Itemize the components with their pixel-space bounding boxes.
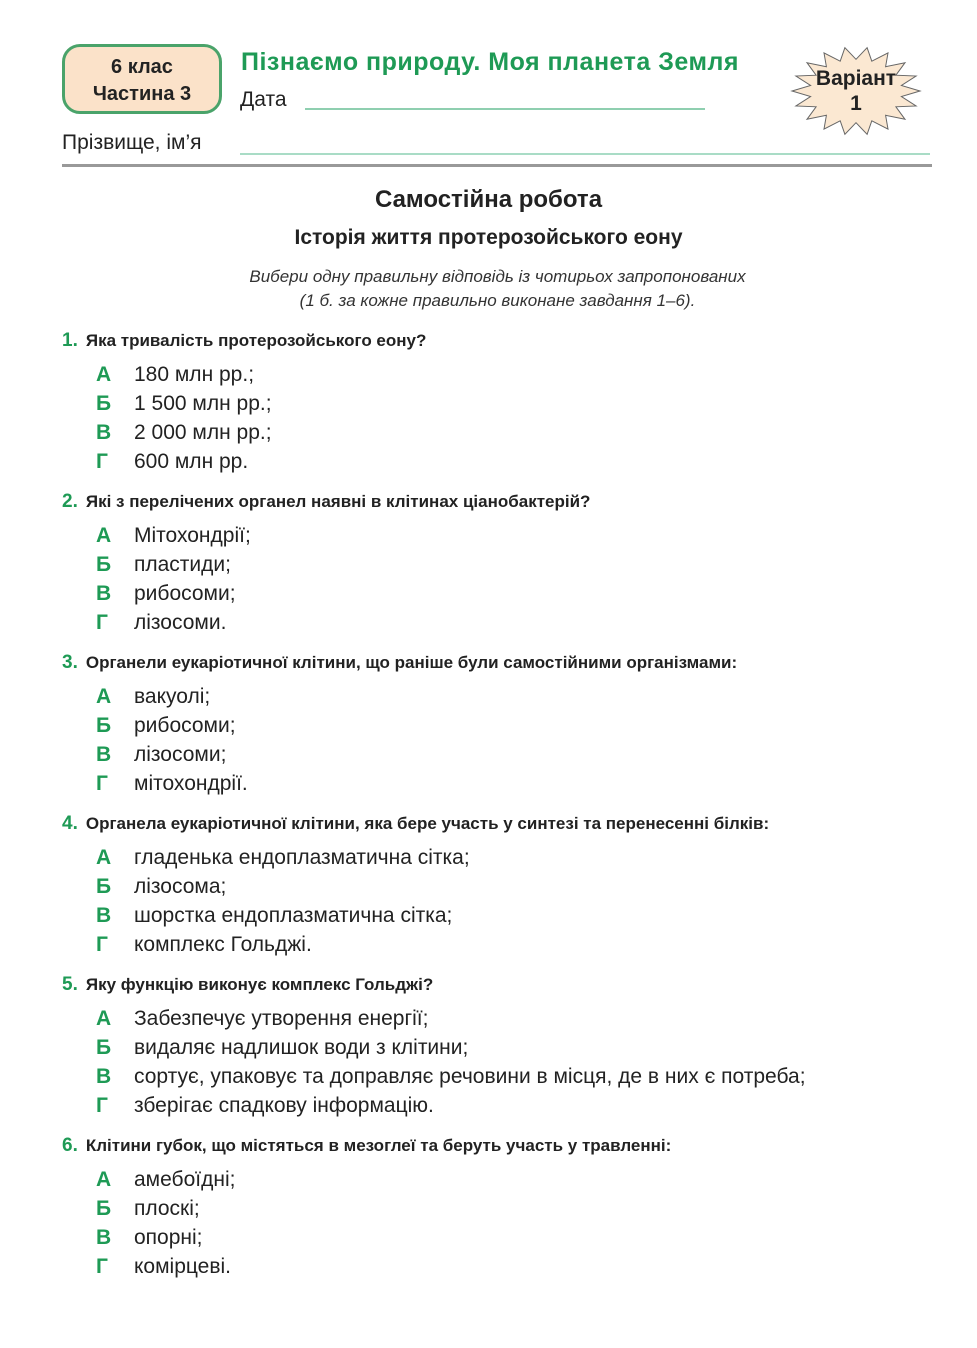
variant-badge xyxy=(790,46,922,136)
option-letter: А xyxy=(96,1168,112,1191)
instructions xyxy=(0,265,977,313)
option-letter: Б xyxy=(96,553,112,576)
option-text: комірцеві. xyxy=(134,1255,232,1278)
option-letter: Б xyxy=(96,714,112,737)
answer-option[interactable] xyxy=(96,521,590,550)
question-prompt: Які з перелічених органел наявні в клітинах ціанобактерій? xyxy=(85,492,591,511)
answer-option[interactable] xyxy=(96,740,737,769)
variant-label: Варіант xyxy=(815,67,897,90)
grade-badge xyxy=(62,44,222,114)
question-number: 1. xyxy=(62,330,78,351)
answer-option[interactable] xyxy=(96,1223,671,1252)
answer-option[interactable] xyxy=(96,711,737,740)
instruction-line: (1 б. за кожне правильно виконане завдання 1–6). xyxy=(299,291,696,310)
option-text: 2 000 млн рр.; xyxy=(134,421,272,444)
question xyxy=(62,330,426,476)
option-letter: Г xyxy=(96,1255,108,1278)
option-text: Мітохондрії; xyxy=(134,524,251,547)
question-number: 6. xyxy=(62,1135,78,1156)
option-text: лізосома; xyxy=(134,875,227,898)
answer-option[interactable] xyxy=(96,1033,806,1062)
question-prompt: Органели еукаріотичної клітини, що раніше були самостійними організмами: xyxy=(85,653,738,672)
option-letter: А xyxy=(96,524,112,547)
question xyxy=(62,652,737,798)
option-text: 180 млн рр.; xyxy=(134,363,255,386)
option-text: 600 млн рр. xyxy=(134,450,249,473)
option-letter: Г xyxy=(96,611,108,634)
option-letter: Г xyxy=(96,1094,108,1117)
question-text xyxy=(62,974,806,1004)
variant-number: 1 xyxy=(850,92,862,115)
answer-option[interactable] xyxy=(96,682,737,711)
question-text xyxy=(62,330,426,360)
answer-option[interactable] xyxy=(96,1091,806,1120)
answer-option[interactable] xyxy=(96,447,426,476)
answer-option[interactable] xyxy=(96,360,426,389)
date-label: Дата xyxy=(240,88,287,111)
option-letter: Г xyxy=(96,772,108,795)
option-text: рибосоми; xyxy=(134,582,236,605)
instruction-line: Вибери одну правильну відповідь із чотирьох запропонованих xyxy=(249,267,746,286)
page-subtitle: Історія життя протерозойського еону xyxy=(294,226,683,249)
option-text: видаляє надлишок води з клітини; xyxy=(134,1036,469,1059)
option-letter: А xyxy=(96,1007,112,1030)
option-text: шорстка ендоплазматична сітка; xyxy=(134,904,453,927)
option-text: зберігає спадкову інформацію. xyxy=(134,1094,434,1117)
option-text: лізосоми; xyxy=(134,743,227,766)
answer-option[interactable] xyxy=(96,843,769,872)
option-letter: Б xyxy=(96,392,112,415)
option-text: пластиди; xyxy=(134,553,231,576)
question-text xyxy=(62,1135,671,1165)
question-text xyxy=(62,813,769,843)
date-field[interactable] xyxy=(305,108,705,110)
option-letter: Г xyxy=(96,933,108,956)
option-text: опорні; xyxy=(134,1226,203,1249)
option-letter: В xyxy=(96,743,112,766)
answer-option[interactable] xyxy=(96,550,590,579)
question-prompt: Органела еукаріотичної клітини, яка бере участь у синтезі та перенесенні білків: xyxy=(85,814,770,833)
option-text: плоскі; xyxy=(134,1197,200,1220)
question-number: 4. xyxy=(62,813,78,834)
option-letter: Г xyxy=(96,450,108,473)
option-text: гладенька ендоплазматична сітка; xyxy=(134,846,470,869)
option-text: Забезпечує утворення енергії; xyxy=(134,1007,429,1030)
option-letter: Б xyxy=(96,1036,112,1059)
answer-option[interactable] xyxy=(96,872,769,901)
option-letter: В xyxy=(96,1065,112,1088)
option-letter: Б xyxy=(96,1197,112,1220)
grade-label: 6 клас xyxy=(111,56,173,78)
option-text: амебоїдні; xyxy=(134,1168,236,1191)
option-text: мітохондрії. xyxy=(134,772,248,795)
series-title: Пізнаємо природу. Моя планета Земля xyxy=(241,48,739,76)
answer-option[interactable] xyxy=(96,1062,806,1091)
option-letter: В xyxy=(96,582,112,605)
question-number: 2. xyxy=(62,491,78,512)
answer-option[interactable] xyxy=(96,901,769,930)
option-letter: Б xyxy=(96,875,112,898)
option-letter: А xyxy=(96,363,112,386)
name-field[interactable] xyxy=(240,153,930,155)
answer-option[interactable] xyxy=(96,389,426,418)
answer-option[interactable] xyxy=(96,579,590,608)
answer-option[interactable] xyxy=(96,1252,671,1281)
name-label: Прізвище, ім’я xyxy=(62,131,202,154)
option-text: 1 500 млн рр.; xyxy=(134,392,272,415)
answer-option[interactable] xyxy=(96,418,426,447)
option-text: вакуолі; xyxy=(134,685,211,708)
option-text: рибосоми; xyxy=(134,714,236,737)
option-letter: А xyxy=(96,846,112,869)
question xyxy=(62,813,769,959)
answer-option[interactable] xyxy=(96,1194,671,1223)
option-letter: А xyxy=(96,685,112,708)
answer-option[interactable] xyxy=(96,1004,806,1033)
option-text: сортує, упаковує та доправляє речовини в місця, де в них є потреба; xyxy=(134,1065,806,1088)
option-letter: В xyxy=(96,421,112,444)
answer-option[interactable] xyxy=(96,769,737,798)
option-text: комплекс Гольджі. xyxy=(134,933,312,956)
answer-option[interactable] xyxy=(96,608,590,637)
question xyxy=(62,491,590,637)
option-letter: В xyxy=(96,1226,112,1249)
question-number: 5. xyxy=(62,974,78,995)
part-label: Частина 3 xyxy=(92,83,192,105)
question-prompt: Клітини губок, що містяться в мезоглеї та беруть участь у травленні: xyxy=(85,1136,672,1155)
divider xyxy=(62,164,932,167)
question-prompt: Яку функцію виконує комплекс Гольджі? xyxy=(85,975,434,994)
question-text xyxy=(62,491,590,521)
question-number: 3. xyxy=(62,652,78,673)
option-letter: В xyxy=(96,904,112,927)
question xyxy=(62,974,806,1120)
page-title: Самостійна робота xyxy=(374,186,603,213)
answer-option[interactable] xyxy=(96,930,769,959)
answer-option[interactable] xyxy=(96,1165,671,1194)
option-text: лізосоми. xyxy=(134,611,227,634)
question-prompt: Яка тривалість протерозойського еону? xyxy=(85,331,427,350)
question-text xyxy=(62,652,737,682)
question xyxy=(62,1135,671,1281)
